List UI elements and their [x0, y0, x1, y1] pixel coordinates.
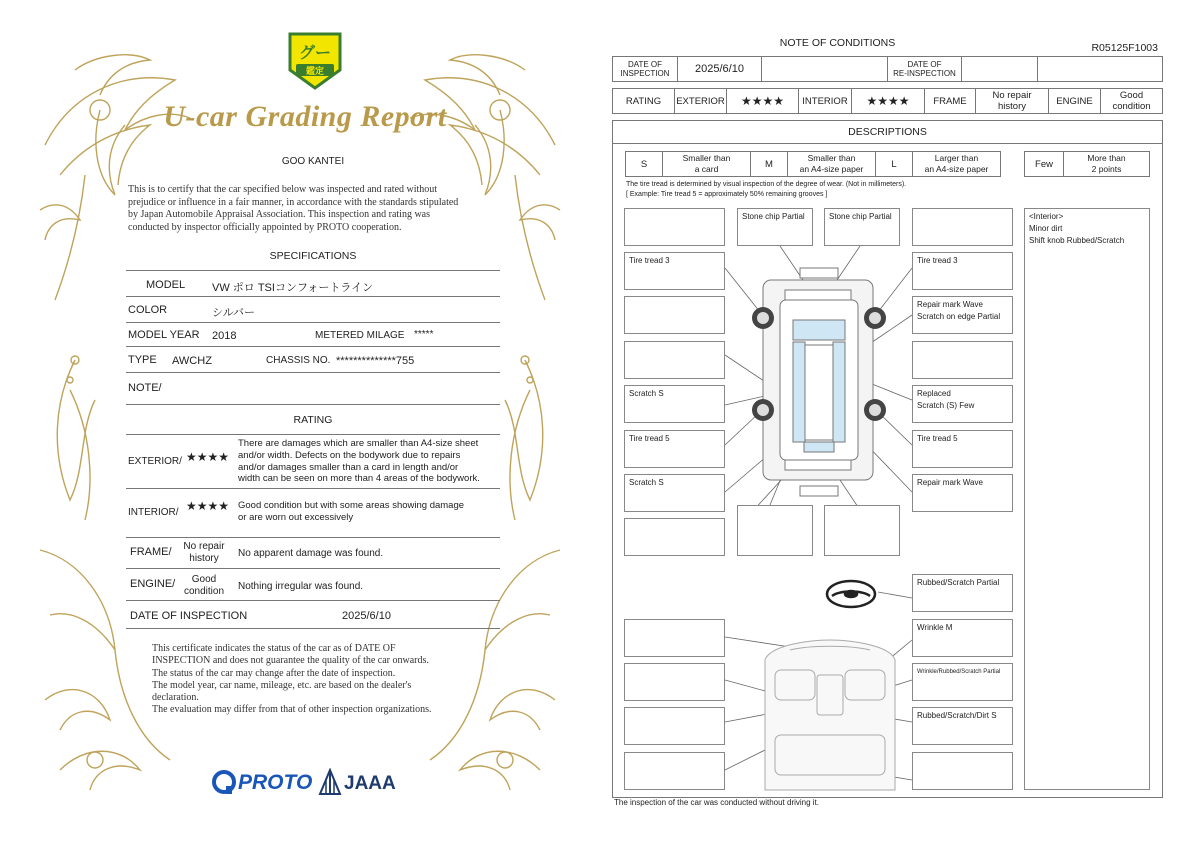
frame-label: FRAME	[924, 88, 976, 114]
proto-brand: PROTO	[238, 771, 313, 794]
note-box	[624, 296, 725, 334]
note-box	[624, 474, 725, 512]
note-box	[912, 385, 1013, 423]
note-box	[912, 619, 1013, 657]
divider	[126, 628, 500, 629]
desc-line: or are worn out excessively	[238, 512, 354, 523]
divider	[126, 600, 500, 601]
svg-text:グー: グー	[298, 43, 332, 62]
label-line: RE-INSPECTION	[893, 69, 956, 78]
exterior-label: EXTERIOR	[674, 88, 727, 114]
note-text: Tire tread 5	[629, 434, 670, 443]
engine-label: ENGINE/	[130, 578, 176, 590]
intro-line: prejudice or influence in a fair manner, in accordance with the standards stipulated	[128, 196, 459, 208]
interior-notes-panel	[1024, 208, 1150, 790]
interior-label: INTERIOR/	[128, 507, 179, 518]
frame-description: No apparent damage was found.	[238, 548, 384, 559]
color-value: シルバー	[212, 307, 255, 319]
divider	[126, 346, 500, 347]
chassis-value: **************755	[336, 355, 415, 367]
note-text: Stone chip Partial	[742, 212, 805, 221]
label-line: INSPECTION	[620, 69, 670, 78]
engine-value	[178, 574, 230, 598]
date-value: 2025/6/10	[342, 610, 391, 622]
divider	[126, 434, 500, 435]
rating-label: RATING	[612, 88, 675, 114]
legend-line: Smaller than	[807, 153, 856, 163]
note-box	[624, 752, 725, 790]
legend-l: L	[875, 151, 913, 177]
certificate-footer	[152, 643, 512, 717]
sheet-ref: R05125F1003	[1091, 42, 1158, 54]
interior-stars: ★★★★	[851, 88, 925, 114]
note-box	[912, 208, 1013, 246]
note-box	[624, 619, 725, 657]
intro-line: This is to certify that the car specified below was inspected and rated without	[128, 184, 438, 195]
type-label: TYPE	[128, 354, 157, 366]
divider	[126, 322, 500, 323]
desc-line: Good condition but with some areas showing damage	[238, 500, 465, 511]
tire-note-line: [ Example: Tire tread 5 = approximately 50% remaining grooves ]	[626, 190, 828, 198]
goo-kantei-logo-icon	[286, 30, 344, 92]
note-label: NOTE/	[128, 382, 162, 394]
value-line: history	[998, 101, 1026, 112]
exterior-description	[238, 438, 480, 485]
note-box	[624, 518, 725, 556]
engine-description: Nothing irregular was found.	[238, 581, 364, 592]
exterior-stars: ★★★★	[186, 450, 230, 464]
rating-heading: RATING	[293, 414, 333, 426]
engine-label: ENGINE	[1048, 88, 1101, 114]
note-text: Stone chip Partial	[829, 212, 892, 221]
value-line: condition	[1112, 101, 1151, 112]
model-label: MODEL	[146, 279, 186, 291]
note-box	[912, 474, 1013, 512]
note-text: Tire tread 3	[917, 256, 958, 265]
exterior-label: EXTERIOR/	[128, 456, 182, 467]
engine-value-line: condition	[183, 586, 225, 597]
certificate-org: GOO KANTEI	[281, 156, 345, 167]
note-box	[912, 663, 1013, 701]
divider	[126, 488, 500, 489]
note-text: Wrinkle M	[917, 623, 953, 632]
intro-line: by Japan Automobile Appraisal Association. This inspection and rating was	[128, 209, 430, 220]
note-box	[912, 341, 1013, 379]
note-box	[824, 208, 900, 246]
chassis-label: CHASSIS NO.	[266, 355, 331, 366]
frame-label: FRAME/	[130, 546, 172, 558]
legend-line: an A4-size paper	[924, 164, 989, 174]
jaaa-brand: JAAA	[344, 773, 396, 794]
note-text: Tire tread 5	[917, 434, 958, 443]
note-box	[824, 505, 900, 556]
note-text: Tire tread 3	[629, 256, 670, 265]
note-box	[912, 296, 1013, 334]
divider	[126, 537, 500, 538]
note-box	[912, 707, 1013, 745]
note-box	[624, 663, 725, 701]
year-label: MODEL YEAR	[128, 329, 200, 341]
footer-line: The status of the car may change after the date of inspection.	[152, 667, 396, 679]
label-line: DATE OF	[907, 60, 942, 69]
date-label: DATE OF INSPECTION	[130, 610, 248, 622]
note-of-conditions-sheet	[600, 0, 1200, 848]
exterior-stars: ★★★★	[726, 88, 799, 114]
note-box	[912, 252, 1013, 290]
sheet-title: NOTE OF CONDITIONS	[779, 37, 896, 49]
note-text: Wrinkle/Rubbed/Scratch Partial	[917, 669, 1001, 675]
note-box	[624, 707, 725, 745]
divider	[126, 404, 500, 405]
note-box	[624, 430, 725, 468]
note-box	[912, 430, 1013, 468]
interior-note-line: Shift knob Rubbed/Scratch	[1029, 236, 1125, 245]
intro-line: conducted by inspector officially appointed by PROTO cooperation.	[128, 221, 402, 233]
mileage-label: METERED MILAGE	[315, 330, 405, 341]
inspection-footer-note: The inspection of the car was conducted without driving it.	[614, 798, 819, 807]
certificate-intro	[128, 184, 508, 234]
divider	[126, 372, 500, 373]
footer-line: This certificate indicates the status of the car as of DATE OF	[152, 643, 396, 654]
note-box	[624, 252, 725, 290]
note-text: Rubbed/Scratch Partial	[917, 578, 1000, 587]
value-line: No repair	[992, 90, 1032, 101]
divider	[126, 568, 500, 569]
legend-line: Smaller than	[682, 153, 731, 163]
note-text: Replaced	[917, 389, 951, 398]
footer-line: The model year, car name, mileage, etc. are based on the dealer's	[152, 679, 412, 691]
footer-line: declaration.	[152, 692, 199, 704]
note-text: Rubbed/Scratch/Dirt S	[917, 711, 997, 720]
year-value: 2018	[212, 330, 237, 342]
jaaa-logo-icon	[318, 768, 342, 796]
type-value: AWCHZ	[172, 355, 212, 367]
legend-line: Larger than	[934, 153, 979, 163]
engine-value-line: Good	[191, 574, 217, 585]
note-text: Repair mark Wave	[917, 478, 983, 487]
note-text: Scratch (S) Few	[917, 401, 975, 410]
divider	[126, 296, 500, 297]
interior-note-line: <Interior>	[1029, 212, 1064, 221]
interior-stars: ★★★★	[186, 499, 230, 513]
steering-wheel-icon	[827, 581, 875, 607]
tire-note-line: The tire tread is determined by visual inspection of the degree of wear. (Not in millimeters).	[626, 181, 907, 188]
note-text: Scratch on edge Partial	[917, 312, 1001, 321]
note-box	[912, 574, 1013, 612]
legend-line: a card	[694, 164, 719, 174]
mileage-value: *****	[414, 329, 434, 340]
note-box	[737, 505, 813, 556]
interior-description	[238, 500, 464, 524]
legend-few: Few	[1024, 151, 1064, 177]
frame-value	[178, 541, 230, 565]
legend-s: S	[625, 151, 663, 177]
note-box	[624, 208, 725, 246]
svg-text:鑑定: 鑑定	[305, 67, 325, 77]
descriptions-heading: DESCRIPTIONS	[612, 120, 1163, 144]
note-box	[624, 385, 725, 423]
frame-value-line: No repair	[183, 541, 225, 552]
note-box	[624, 341, 725, 379]
desc-line: and/or width. Defects on the bodywork due to repairs	[238, 449, 461, 461]
legend-m: M	[750, 151, 788, 177]
desc-line: There are damages which are smaller than A4-size sheet	[238, 438, 479, 449]
note-text: Scratch S	[629, 389, 664, 398]
certificate-title: U-car Grading Report	[163, 100, 447, 133]
proto-logo-icon	[212, 770, 238, 796]
footer-line: INSPECTION and does not guarantee the quality of the car onwards.	[152, 655, 429, 667]
label-line: DATE OF	[627, 60, 663, 69]
note-box	[912, 752, 1013, 790]
interior-label: INTERIOR	[798, 88, 852, 114]
value-line: Good	[1119, 90, 1144, 101]
desc-line: and/or damages smaller than a card in length and/or	[238, 461, 459, 473]
specs-heading: SPECIFICATIONS	[269, 250, 357, 262]
note-text: Scratch S	[629, 478, 664, 487]
legend-line: 2 points	[1091, 164, 1122, 174]
color-label: COLOR	[128, 304, 168, 316]
legend-line: More than	[1087, 153, 1126, 163]
legend-line: an A4-size paper	[799, 164, 864, 174]
divider	[126, 270, 500, 271]
note-text: Repair mark Wave	[917, 300, 983, 309]
note-box	[737, 208, 813, 246]
footer-line: The evaluation may differ from that of other inspection organizations.	[152, 704, 432, 716]
model-value: VW ポロ TSIコンフォートライン	[212, 282, 374, 294]
frame-value-line: history	[189, 553, 219, 564]
desc-line: width can be seen on more than 4 areas of the bodywork.	[238, 473, 480, 485]
date-inspection-value: 2025/6/10	[677, 56, 762, 82]
interior-note-line: Minor dirt	[1029, 224, 1063, 233]
